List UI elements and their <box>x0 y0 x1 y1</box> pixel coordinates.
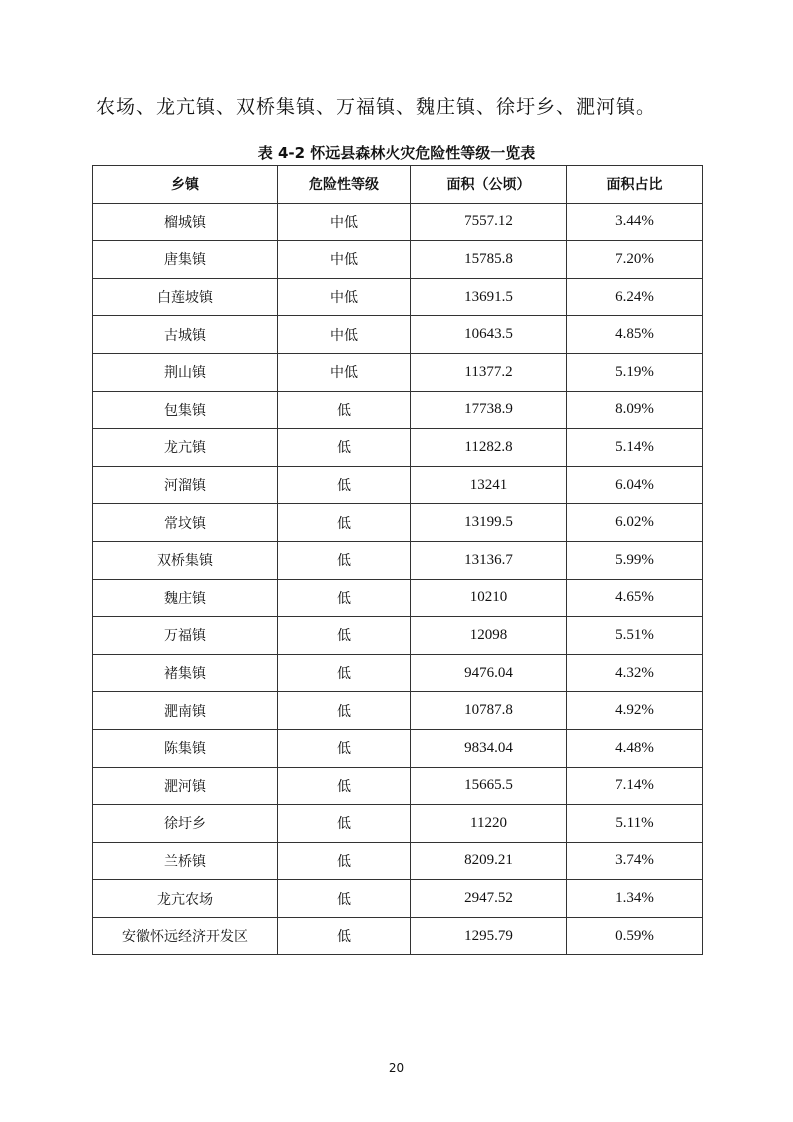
header-township: 乡镇 <box>93 166 278 204</box>
risk-level-cell: 中低 <box>278 278 411 316</box>
township-cell: 徐圩乡 <box>93 805 278 843</box>
risk-level-cell: 中低 <box>278 203 411 241</box>
township-cell: 双桥集镇 <box>93 541 278 579</box>
area-cell: 7557.12 <box>411 203 567 241</box>
area-share-cell: 4.65% <box>567 579 703 617</box>
area-cell: 13691.5 <box>411 278 567 316</box>
fire-risk-table <box>92 165 703 955</box>
page-number: 20 <box>388 1061 405 1075</box>
risk-level-cell: 中低 <box>278 353 411 391</box>
township-cell: 常坟镇 <box>93 504 278 542</box>
area-share-cell: 6.24% <box>567 278 703 316</box>
intro-paragraph: 农场、龙亢镇、双桥集镇、万福镇、魏庄镇、徐圩乡、淝河镇。 <box>96 96 657 118</box>
risk-level-cell: 低 <box>278 541 411 579</box>
area-share-cell: 4.48% <box>567 729 703 767</box>
risk-level-cell: 低 <box>278 805 411 843</box>
table-row <box>93 278 703 316</box>
area-share-cell: 6.02% <box>567 504 703 542</box>
table-row <box>93 654 703 692</box>
table-row <box>93 617 703 655</box>
table-row <box>93 203 703 241</box>
township-cell: 安徽怀远经济开发区 <box>93 917 278 955</box>
township-cell: 唐集镇 <box>93 241 278 279</box>
table-row <box>93 880 703 918</box>
table-row <box>93 579 703 617</box>
table-header-row <box>93 166 703 204</box>
area-cell: 15665.5 <box>411 767 567 805</box>
area-cell: 9834.04 <box>411 729 567 767</box>
table-row <box>93 805 703 843</box>
area-cell: 15785.8 <box>411 241 567 279</box>
area-share-cell: 5.51% <box>567 617 703 655</box>
area-share-cell: 5.99% <box>567 541 703 579</box>
table-row <box>93 917 703 955</box>
area-share-cell: 7.14% <box>567 767 703 805</box>
risk-level-cell: 低 <box>278 579 411 617</box>
table-row <box>93 353 703 391</box>
table-row <box>93 429 703 467</box>
risk-level-cell: 低 <box>278 767 411 805</box>
area-share-cell: 5.14% <box>567 429 703 467</box>
risk-level-cell: 中低 <box>278 316 411 354</box>
township-cell: 河溜镇 <box>93 466 278 504</box>
township-cell: 魏庄镇 <box>93 579 278 617</box>
township-cell: 榴城镇 <box>93 203 278 241</box>
township-cell: 龙亢镇 <box>93 429 278 467</box>
area-cell: 12098 <box>411 617 567 655</box>
township-cell: 荆山镇 <box>93 353 278 391</box>
township-cell: 兰桥镇 <box>93 842 278 880</box>
area-cell: 10787.8 <box>411 692 567 730</box>
township-cell: 包集镇 <box>93 391 278 429</box>
risk-level-cell: 低 <box>278 429 411 467</box>
township-cell: 古城镇 <box>93 316 278 354</box>
area-cell: 17738.9 <box>411 391 567 429</box>
header-risk-level: 危险性等级 <box>278 166 411 204</box>
area-cell: 10210 <box>411 579 567 617</box>
table-row <box>93 842 703 880</box>
table-row <box>93 504 703 542</box>
area-cell: 2947.52 <box>411 880 567 918</box>
area-share-cell: 4.92% <box>567 692 703 730</box>
area-cell: 10643.5 <box>411 316 567 354</box>
area-cell: 13241 <box>411 466 567 504</box>
area-share-cell: 3.44% <box>567 203 703 241</box>
risk-level-cell: 低 <box>278 654 411 692</box>
area-share-cell: 5.19% <box>567 353 703 391</box>
area-cell: 11282.8 <box>411 429 567 467</box>
area-cell: 13136.7 <box>411 541 567 579</box>
township-cell: 褚集镇 <box>93 654 278 692</box>
table-caption: 表 4-2 怀远县森林火灾危险性等级一览表 <box>257 144 536 162</box>
area-share-cell: 4.32% <box>567 654 703 692</box>
area-cell: 9476.04 <box>411 654 567 692</box>
risk-level-cell: 低 <box>278 466 411 504</box>
area-cell: 1295.79 <box>411 917 567 955</box>
area-cell: 11377.2 <box>411 353 567 391</box>
header-area: 面积（公顷） <box>411 166 567 204</box>
risk-level-cell: 低 <box>278 504 411 542</box>
table-row <box>93 767 703 805</box>
area-cell: 8209.21 <box>411 842 567 880</box>
table-row <box>93 541 703 579</box>
area-share-cell: 0.59% <box>567 917 703 955</box>
area-share-cell: 7.20% <box>567 241 703 279</box>
risk-level-cell: 低 <box>278 729 411 767</box>
risk-level-cell: 低 <box>278 391 411 429</box>
risk-level-cell: 低 <box>278 842 411 880</box>
area-cell: 13199.5 <box>411 504 567 542</box>
risk-level-cell: 低 <box>278 617 411 655</box>
risk-level-cell: 低 <box>278 880 411 918</box>
risk-level-cell: 中低 <box>278 241 411 279</box>
table-row <box>93 466 703 504</box>
township-cell: 龙亢农场 <box>93 880 278 918</box>
township-cell: 白莲坡镇 <box>93 278 278 316</box>
table-row <box>93 391 703 429</box>
risk-level-cell: 低 <box>278 917 411 955</box>
area-share-cell: 3.74% <box>567 842 703 880</box>
area-share-cell: 6.04% <box>567 466 703 504</box>
area-share-cell: 1.34% <box>567 880 703 918</box>
area-share-cell: 5.11% <box>567 805 703 843</box>
table-row <box>93 316 703 354</box>
area-share-cell: 8.09% <box>567 391 703 429</box>
township-cell: 万福镇 <box>93 617 278 655</box>
area-share-cell: 4.85% <box>567 316 703 354</box>
township-cell: 陈集镇 <box>93 729 278 767</box>
table-row <box>93 241 703 279</box>
header-area-share: 面积占比 <box>567 166 703 204</box>
table-row <box>93 692 703 730</box>
risk-level-cell: 低 <box>278 692 411 730</box>
township-cell: 淝南镇 <box>93 692 278 730</box>
area-cell: 11220 <box>411 805 567 843</box>
township-cell: 淝河镇 <box>93 767 278 805</box>
table-row <box>93 729 703 767</box>
